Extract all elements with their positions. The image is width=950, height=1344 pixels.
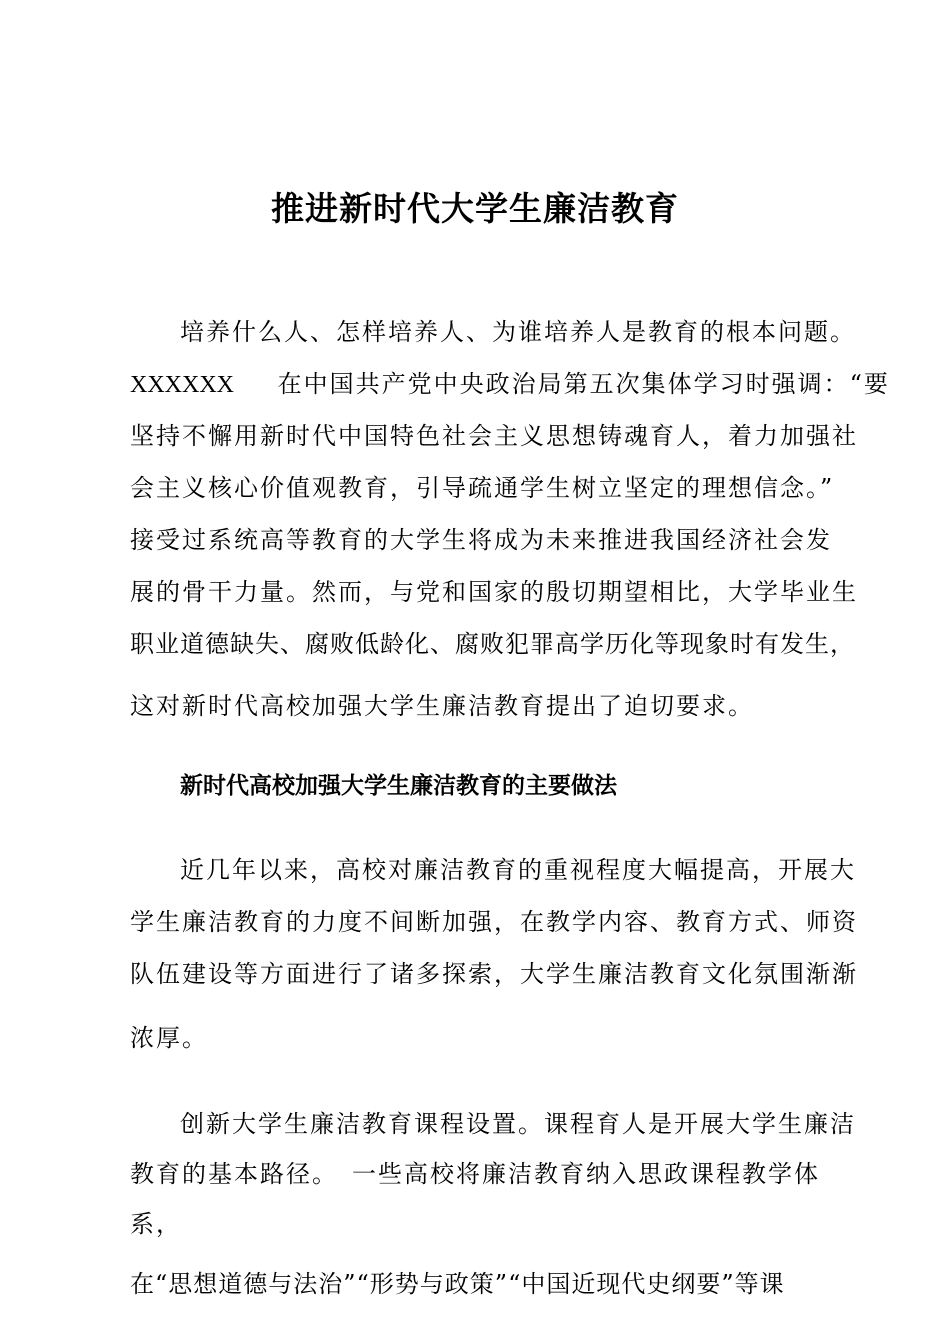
paragraph-line: 职业道德缺失、腐败低龄化、腐败犯罪高学历化等现象时有发生， xyxy=(130,630,855,658)
paragraph-line-text: 在中国共产党中央政治局第五次集体学习时强调：“要 xyxy=(277,370,890,398)
paragraph-line: 培养什么人、怎样培养人、为谁培养人是教育的根本问题。 xyxy=(180,318,856,346)
paragraph-line: 队伍建设等方面进行了诸多探索，大学生廉洁教育文化氛围渐渐 xyxy=(130,960,858,988)
paragraph-line: 展的骨干力量。然而，与党和国家的殷切期望相比，大学毕业生 xyxy=(130,578,858,606)
section-heading: 新时代高校加强大学生廉洁教育的主要做法 xyxy=(180,773,617,799)
paragraph-line: 近几年以来，高校对廉洁教育的重视程度大幅提高，开展大 xyxy=(180,856,856,884)
paragraph-line: 坚持不懈用新时代中国特色社会主义思想铸魂育人，着力加强社 xyxy=(130,422,858,450)
paragraph-line: 创新大学生廉洁教育课程设置。课程育人是开展大学生廉洁 xyxy=(180,1110,856,1138)
paragraph-line: 接受过系统高等教育的大学生将成为未来推进我国经济社会发 xyxy=(130,526,832,554)
paragraph-line: 这对新时代高校加强大学生廉洁教育提出了迫切要求。 xyxy=(130,692,754,720)
document-title: 推进新时代大学生廉洁教育 xyxy=(271,189,679,228)
paragraph-line: 学生廉洁教育的力度不间断加强，在教学内容、教育方式、师资 xyxy=(130,908,858,936)
paragraph-line: 浓厚。 xyxy=(130,1024,208,1052)
paragraph-line xyxy=(130,368,890,401)
paragraph-line: 会主义核心价值观教育，引导疏通学生树立坚定的理想信念。” xyxy=(130,474,835,502)
paragraph-line: 教育的基本路径。 一些高校将廉洁教育纳入思政课程教学体 xyxy=(130,1160,820,1188)
redacted-name: XXXXXX xyxy=(130,372,234,398)
paragraph-line: 在“思想道德与法治”“形势与政策”“中国近现代史纲要”等课 xyxy=(130,1270,785,1298)
paragraph-line: 系， xyxy=(130,1210,182,1238)
